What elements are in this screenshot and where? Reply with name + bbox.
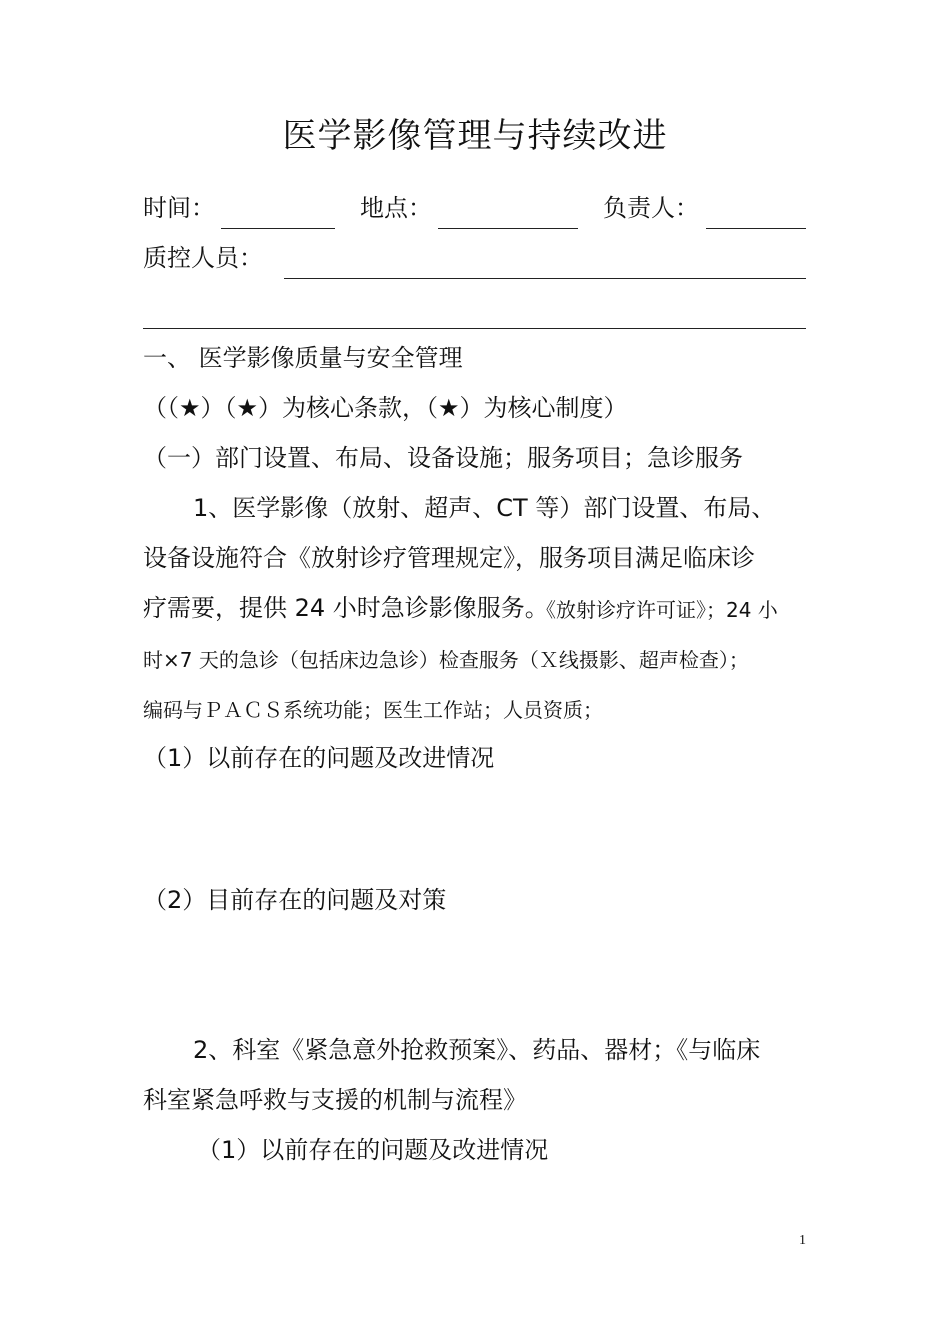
item2-line1: 2、科室《紧急意外抢救预案》、药品、器材；《与临床 [193, 1036, 761, 1064]
page-number: 1 [799, 1233, 806, 1248]
owner-label: 负责人： [603, 194, 699, 222]
time-fill-line [221, 228, 335, 229]
core-clause-note: （（★）（★）为核心条款，（★）为核心制度） [143, 394, 628, 422]
subsection-heading: （一）部门设置、布局、设备设施；服务项目；急诊服务 [143, 444, 743, 472]
qc-staff-label: 质控人员： [143, 244, 263, 272]
item2-line2: 科室紧急呼救与支援的机制与流程》 [143, 1086, 527, 1114]
item1-line1: 1、医学影像（放射、超声、CT 等）部门设置、布局、 [193, 494, 776, 522]
item1-current-issues: （2）目前存在的问题及对策 [143, 886, 447, 914]
item1-previous-issues: （1）以前存在的问题及改进情况 [143, 744, 495, 772]
owner-fill-line [706, 228, 806, 229]
item1-line3: 疗需要，提供 24 小时急诊影像服务。 [143, 594, 549, 622]
separator-line [143, 328, 806, 329]
item1-line4: 时×7 天的急诊（包括床边急诊）检查服务（Ｘ线摄影、超声检查）； [143, 648, 749, 672]
time-label: 时间： [143, 194, 215, 222]
item1-line3-license: 《放射诊疗许可证》；24 小 [536, 598, 778, 622]
qc-staff-fill-line [284, 278, 806, 279]
item1-line5: 编码与ＰＡＣＳ系统功能；医生工作站；人员资质； [143, 698, 603, 722]
place-fill-line [438, 228, 578, 229]
document-title: 医学影像管理与持续改进 [282, 116, 668, 156]
place-label: 地点： [360, 194, 432, 222]
item1-line2: 设备设施符合《放射诊疗管理规定》，服务项目满足临床诊 [143, 544, 755, 572]
section-heading: 一、 医学影像质量与安全管理 [143, 344, 463, 372]
item2-previous-issues: （1）以前存在的问题及改进情况 [197, 1136, 549, 1164]
